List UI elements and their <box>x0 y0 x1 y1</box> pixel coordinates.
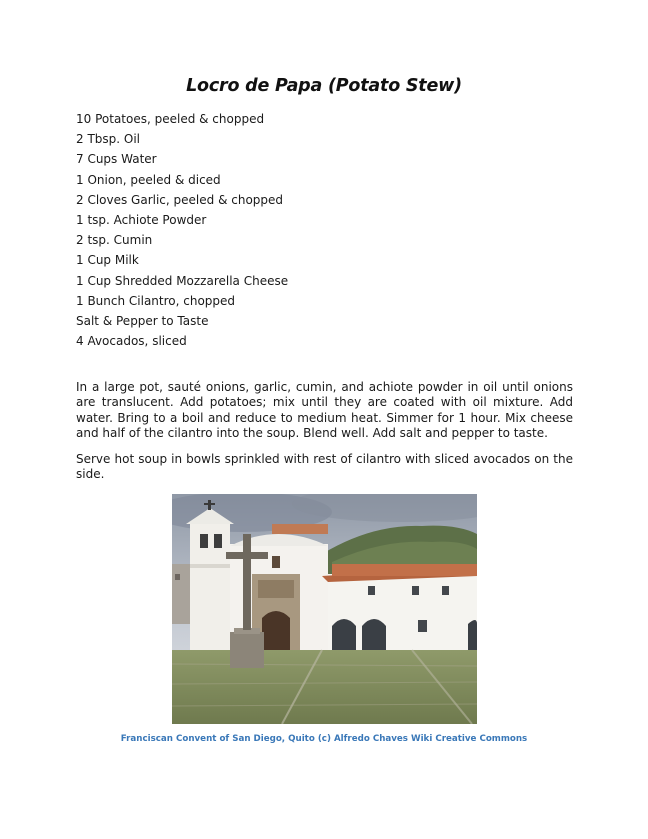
ingredient-item: 2 Cloves Garlic, peeled & chopped <box>76 192 284 207</box>
ingredient-item: 10 Potatoes, peeled & chopped <box>76 112 265 126</box>
serving-paragraph: Serve hot soup in bowls sprinkled with rest of cilantro with sliced avocados on the side. <box>76 452 573 482</box>
photo-caption: Franciscan Convent of San Diego, Quito (c) Alfredo Chaves Wiki Creative Commons <box>120 734 528 744</box>
ingredient-item: 7 Cups Water <box>76 152 157 167</box>
ingredient-item: 2 tsp. Cumin <box>76 233 153 248</box>
ingredient-item: 1 tsp. Achiote Powder <box>76 213 207 228</box>
ingredient-item: 1 Cup Milk <box>76 253 139 268</box>
ingredient-list <box>76 109 288 351</box>
instructions-paragraph: In a large pot, sauté onions, garlic, cumin, and achiote powder in oil until onions are translucent. Add potatoes; mix until they are coated with oil mixture. Add water. Bring to a boil and reduce to medium heat. Simmer for 1 hour. Mix cheese and half of the cilantro into the soup. Blend well. Add salt and pepper to taste. <box>76 380 573 440</box>
ingredient-item: 2 Tbsp. Oil <box>76 132 141 147</box>
convent-photo <box>172 494 477 724</box>
ingredient-item: 1 Onion, peeled & diced <box>76 172 221 187</box>
ingredient-item: 1 Cup Shredded Mozzarella Cheese <box>76 273 289 288</box>
recipe-title: Locro de Papa (Potato Stew) <box>186 76 462 96</box>
ingredient-item: 1 Bunch Cilantro, chopped <box>76 293 236 308</box>
ingredient-item: Salt & Pepper to Taste <box>76 314 209 329</box>
ingredient-item: 4 Avocados, sliced <box>76 334 187 349</box>
